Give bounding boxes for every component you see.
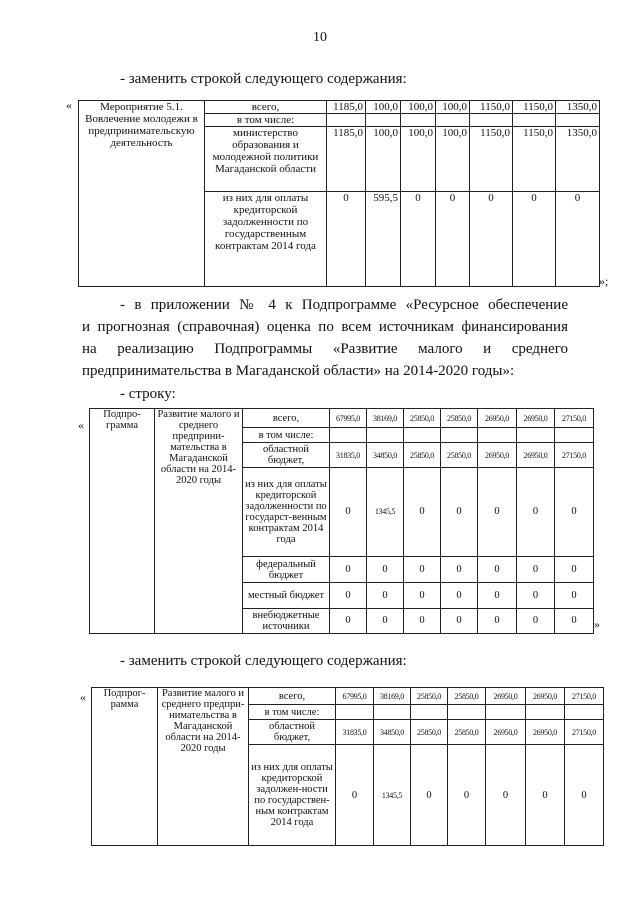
value-cell: 0	[517, 583, 555, 608]
value-cell	[441, 428, 478, 443]
value-cell	[367, 428, 404, 443]
value-cell: 1150,0	[470, 101, 513, 114]
value-cell: 0	[513, 192, 556, 287]
value-cell: 27150,0	[565, 720, 604, 745]
value-cell	[517, 428, 555, 443]
value-cell: 0	[526, 745, 565, 846]
value-cell: 0	[486, 745, 526, 846]
row-label: в том числе:	[249, 705, 336, 720]
value-cell: 0	[470, 192, 513, 287]
value-cell	[374, 705, 411, 720]
value-cell: 67995,0	[330, 409, 367, 428]
value-cell: 1350,0	[556, 101, 600, 114]
row-label: всего,	[249, 688, 336, 705]
value-cell	[411, 705, 448, 720]
value-cell: 100,0	[366, 127, 401, 192]
value-cell	[478, 428, 517, 443]
row-label: из них для оплаты кредиторской задолженности по государственным контрактам 2014 года	[205, 192, 327, 287]
row-label: в том числе:	[205, 114, 327, 127]
value-cell	[486, 705, 526, 720]
value-cell: 0	[517, 556, 555, 582]
value-cell: 0	[441, 467, 478, 556]
value-cell: 1185,0	[327, 101, 366, 114]
value-cell: 0	[367, 556, 404, 582]
value-cell: 26950,0	[517, 443, 555, 467]
value-cell: 31835,0	[336, 720, 374, 745]
value-cell: 26950,0	[486, 720, 526, 745]
value-cell: 25850,0	[448, 688, 486, 705]
measure-name-cell: Мероприятие 5.1. Вовлечение молодежи в предпринимательскую деятельность	[79, 101, 205, 287]
value-cell	[556, 114, 600, 127]
value-cell: 0	[330, 556, 367, 582]
row-label: областной бюджет,	[249, 720, 336, 745]
value-cell: 0	[555, 556, 594, 582]
value-cell: 0	[517, 608, 555, 633]
value-cell: 100,0	[366, 101, 401, 114]
value-cell: 100,0	[401, 101, 436, 114]
value-cell	[513, 114, 556, 127]
value-cell	[401, 114, 436, 127]
value-cell: 26950,0	[526, 720, 565, 745]
value-cell: 26950,0	[526, 688, 565, 705]
appendix-line-1: - в приложении № 4 к Подпрограмме «Ресурсное обеспечение	[120, 297, 568, 313]
value-cell: 0	[478, 608, 517, 633]
page-number: 10	[313, 30, 327, 45]
row-label: из них для оплаты кредиторской задолжен-ности по государствен-ным контрактам 2014 года	[249, 745, 336, 846]
value-cell: 0	[436, 192, 470, 287]
value-cell: 31835,0	[330, 443, 367, 467]
value-cell: 0	[330, 467, 367, 556]
value-cell: 27150,0	[555, 443, 594, 467]
value-cell: 100,0	[436, 101, 470, 114]
value-cell: 0	[478, 556, 517, 582]
value-cell: 100,0	[401, 127, 436, 192]
value-cell: 595,5	[366, 192, 401, 287]
row-label: внебюджетные источники	[243, 608, 330, 633]
value-cell: 0	[401, 192, 436, 287]
value-cell: 0	[441, 556, 478, 582]
intro-row: - строку:	[120, 386, 176, 402]
row-label: местный бюджет	[243, 583, 330, 608]
row-label: всего,	[243, 409, 330, 428]
value-cell: 0	[404, 608, 441, 633]
subprogram-name-cell: Развитие малого и среднего предпри-нимательства в Магаданской области на 2014-2020 годы	[158, 688, 249, 846]
row-label: министерство образования и молодежной политики Магаданской области	[205, 127, 327, 192]
value-cell: 38169,0	[374, 688, 411, 705]
value-cell: 34850,0	[374, 720, 411, 745]
value-cell	[470, 114, 513, 127]
value-cell	[448, 705, 486, 720]
value-cell: 0	[478, 583, 517, 608]
value-cell: 25850,0	[411, 688, 448, 705]
value-cell: 0	[478, 467, 517, 556]
value-cell: 0	[336, 745, 374, 846]
table-row	[79, 101, 600, 114]
value-cell: 25850,0	[411, 720, 448, 745]
table2-open-quote: «	[78, 418, 84, 432]
value-cell: 0	[367, 583, 404, 608]
value-cell	[330, 428, 367, 443]
value-cell	[526, 705, 565, 720]
value-cell: 0	[556, 192, 600, 287]
value-cell	[565, 705, 604, 720]
row-label: областной бюджет,	[243, 443, 330, 467]
row-label: в том числе:	[243, 428, 330, 443]
table-row	[92, 688, 604, 705]
value-cell: 0	[367, 608, 404, 633]
row-label: всего,	[205, 101, 327, 114]
value-cell: 0	[517, 467, 555, 556]
value-cell: 26950,0	[486, 688, 526, 705]
table-row	[90, 409, 594, 428]
value-cell: 27150,0	[555, 409, 594, 428]
value-cell: 1150,0	[470, 127, 513, 192]
value-cell: 25850,0	[404, 409, 441, 428]
value-cell: 0	[330, 583, 367, 608]
value-cell	[366, 114, 401, 127]
value-cell: 34850,0	[367, 443, 404, 467]
value-cell: 1345,5	[367, 467, 404, 556]
subprogram-type-cell: Подпро-грамма	[90, 409, 155, 634]
value-cell: 0	[555, 467, 594, 556]
value-cell: 67995,0	[336, 688, 374, 705]
value-cell: 26950,0	[517, 409, 555, 428]
value-cell: 0	[404, 556, 441, 582]
table2-close-quote: »	[594, 617, 600, 631]
value-cell: 1345,5	[374, 745, 411, 846]
value-cell: 0	[441, 583, 478, 608]
value-cell: 0	[327, 192, 366, 287]
subprogram-name-cell: Развитие малого и среднего предприни-мательства в Магаданской области на 2014-2020 годы	[155, 409, 243, 634]
value-cell: 0	[411, 745, 448, 846]
appendix-paragraph	[82, 294, 568, 382]
value-cell: 100,0	[436, 127, 470, 192]
table3-open-quote: «	[80, 690, 86, 704]
value-cell: 0	[404, 583, 441, 608]
value-cell	[404, 428, 441, 443]
table-subprogram-old	[89, 408, 594, 634]
value-cell: 0	[555, 608, 594, 633]
value-cell: 0	[555, 583, 594, 608]
value-cell: 27150,0	[565, 688, 604, 705]
table-subprogram-new	[91, 687, 604, 846]
value-cell: 1150,0	[513, 101, 556, 114]
value-cell	[336, 705, 374, 720]
table-measure-5-1	[78, 100, 600, 287]
appendix-line-4: предпринимательства в Магаданской области» на 2014-2020 годы»:	[82, 363, 515, 379]
value-cell: 1185,0	[327, 127, 366, 192]
appendix-line-3: на реализацию Подпрограммы «Развитие малого и среднего	[82, 341, 568, 357]
table1-open-quote: «	[66, 98, 72, 112]
table1-close-quote: »;	[599, 274, 609, 288]
appendix-line-2: и прогнозная (справочная) оценка по всем источникам финансирования	[82, 319, 568, 335]
value-cell: 0	[565, 745, 604, 846]
value-cell: 0	[448, 745, 486, 846]
value-cell	[327, 114, 366, 127]
value-cell: 38169,0	[367, 409, 404, 428]
value-cell: 0	[330, 608, 367, 633]
value-cell	[555, 428, 594, 443]
intro-replace-1: - заменить строкой следующего содержания:	[120, 71, 407, 87]
row-label: федеральный бюджет	[243, 556, 330, 582]
value-cell: 26950,0	[478, 443, 517, 467]
value-cell: 25850,0	[448, 720, 486, 745]
value-cell: 26950,0	[478, 409, 517, 428]
value-cell: 1350,0	[556, 127, 600, 192]
value-cell: 25850,0	[441, 443, 478, 467]
intro-replace-2: - заменить строкой следующего содержания:	[120, 653, 407, 669]
value-cell: 0	[404, 467, 441, 556]
value-cell: 25850,0	[441, 409, 478, 428]
subprogram-type-cell: Подпрог-рамма	[92, 688, 158, 846]
value-cell: 0	[441, 608, 478, 633]
value-cell: 1150,0	[513, 127, 556, 192]
value-cell	[436, 114, 470, 127]
value-cell: 25850,0	[404, 443, 441, 467]
row-label: из них для оплаты кредиторской задолженности по государст-венным контрактам 2014 года	[243, 467, 330, 556]
